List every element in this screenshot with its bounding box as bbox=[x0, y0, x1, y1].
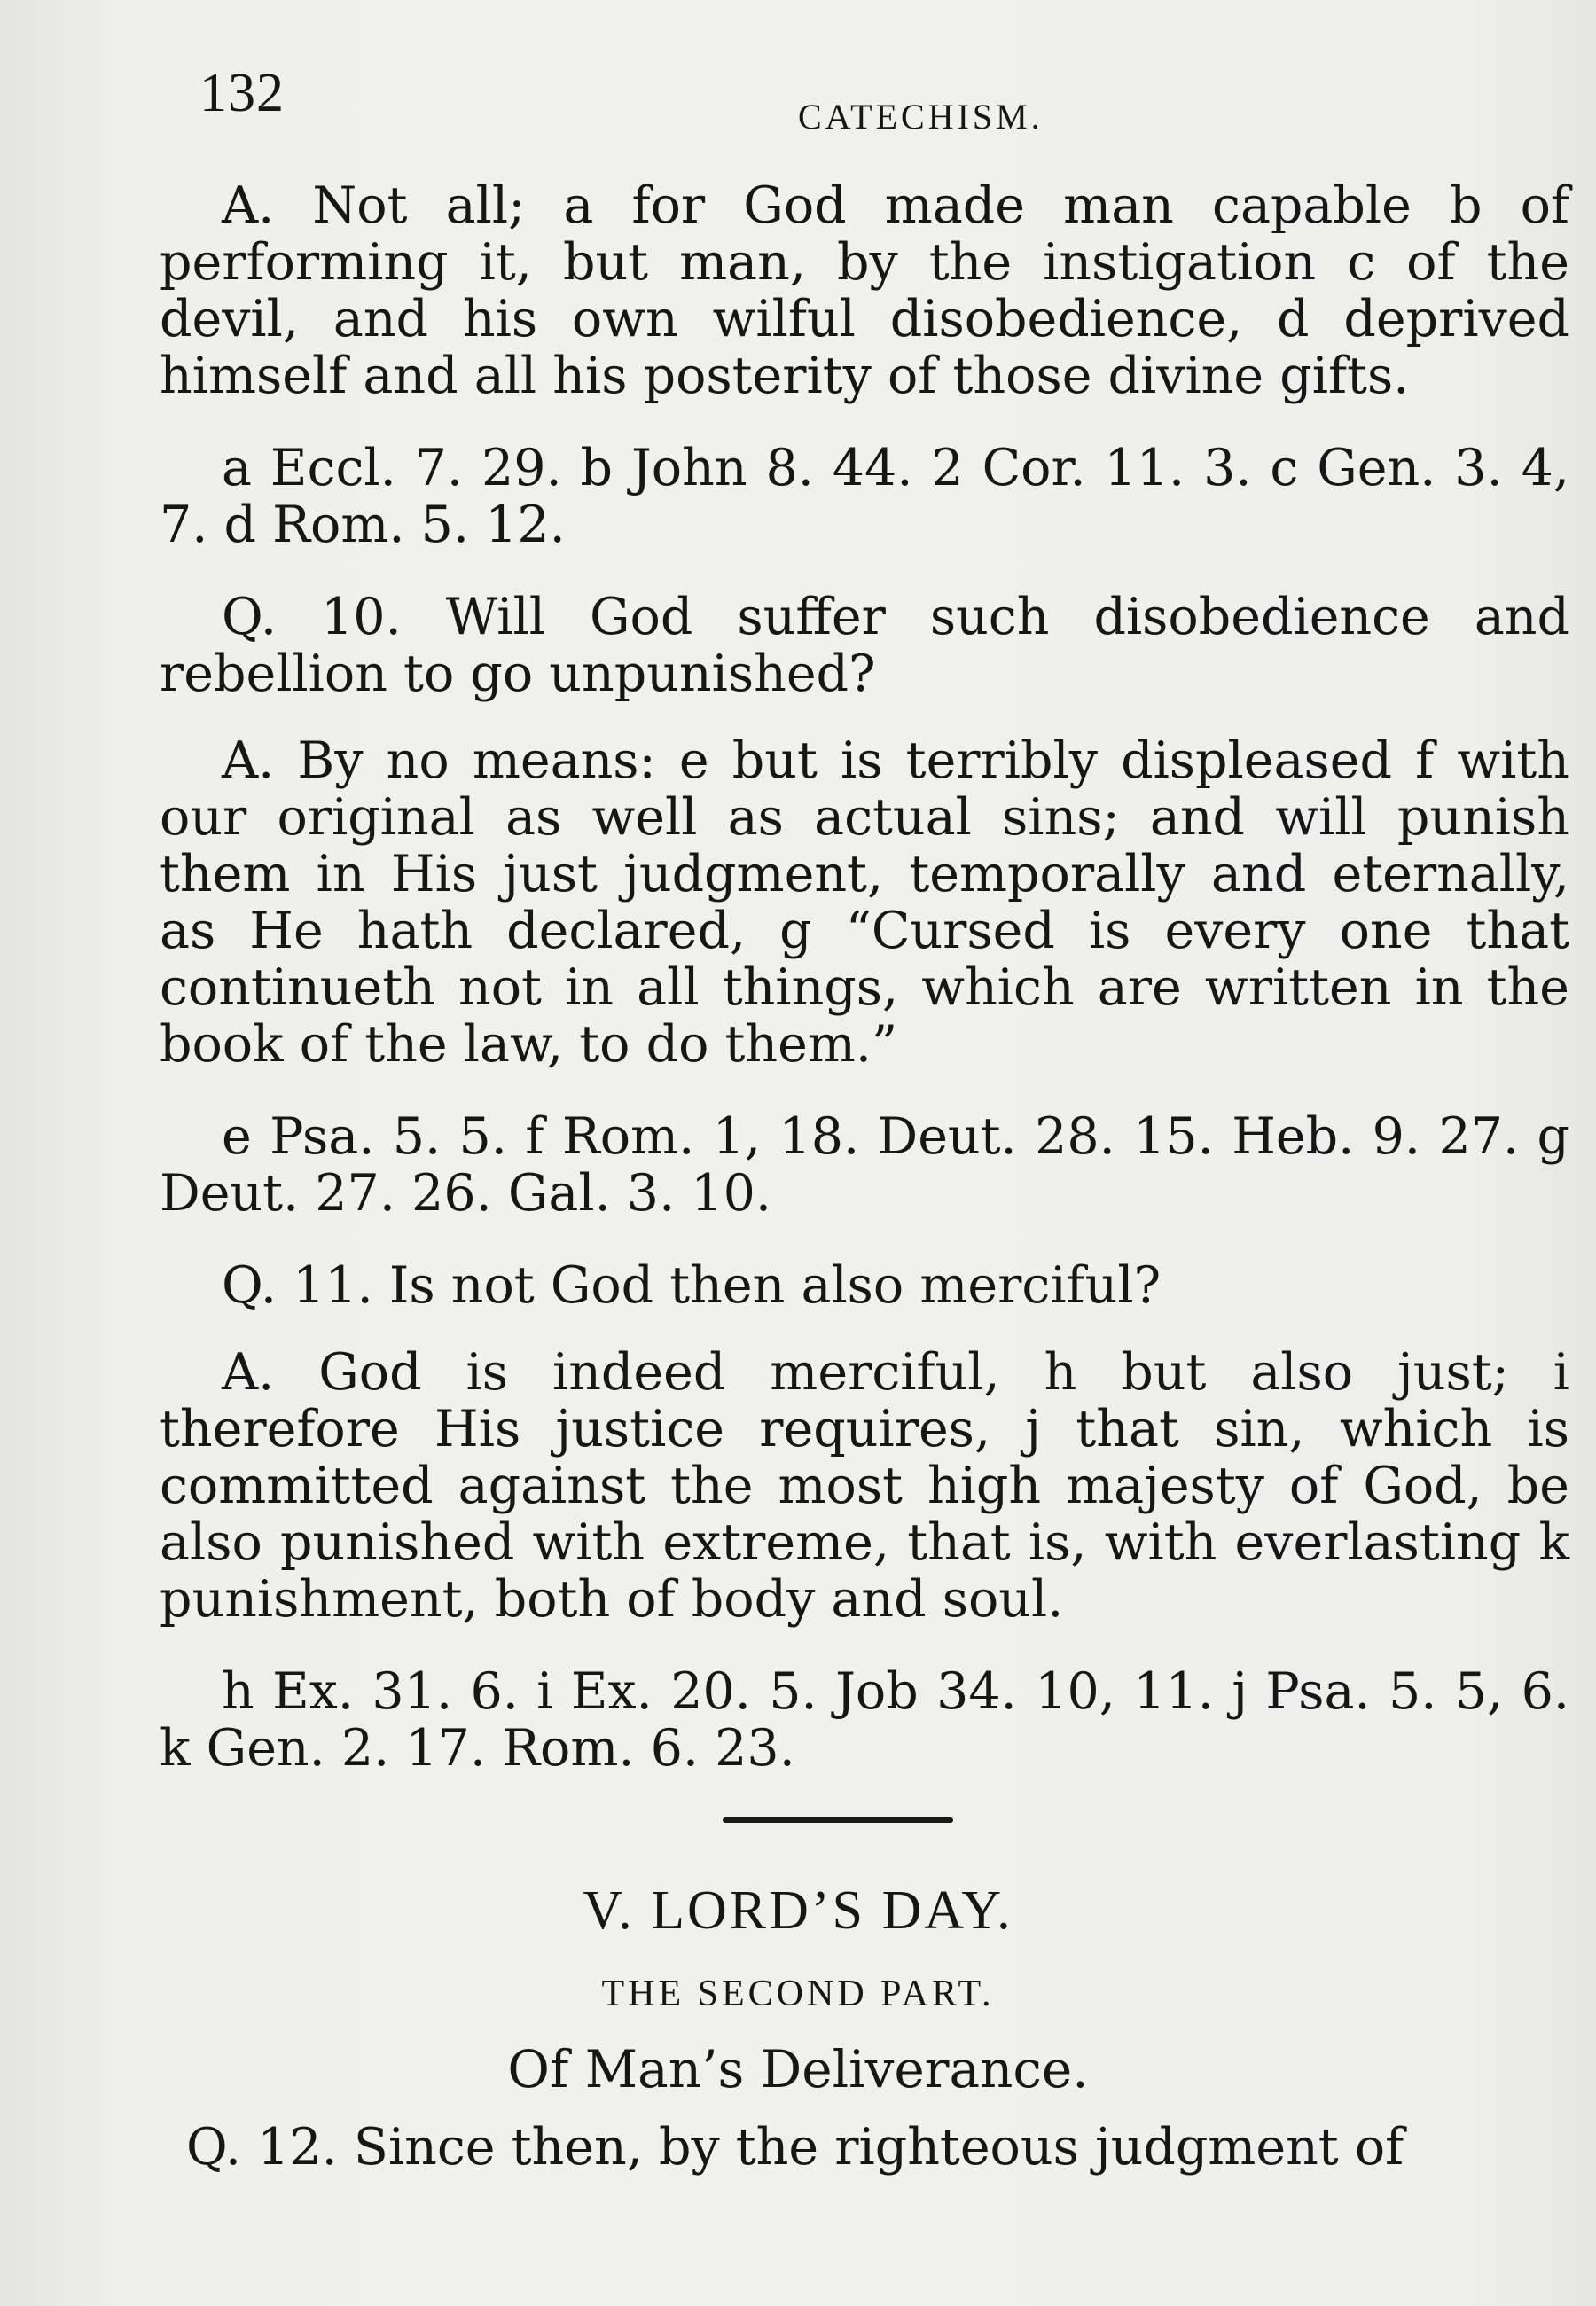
section-title: V. LORD’S DAY. bbox=[583, 1880, 1013, 1941]
section-divider bbox=[723, 1817, 953, 1823]
answer-10: A. By no means: e but is terribly displeased f with our original as well as actual sins; and will punish them in His just judgment, temporally and eternally, as He hath declared, g “Cursed is every one that continueth not in all things, which are written in the book of the law, to do them.” bbox=[160, 731, 1569, 1074]
catechism-body bbox=[160, 177, 1569, 1777]
subsection-title: Of Man’s Deliverance. bbox=[507, 2039, 1089, 2099]
part-title: THE SECOND PART. bbox=[601, 1974, 995, 2014]
page-header bbox=[0, 62, 1596, 142]
answer-9: A. Not all; a for God made man capable b of performing it, but man, by the instigation c of the devil, and his own wilful disobedience, d deprived himself and all his posterity of those divine gifts. bbox=[160, 176, 1569, 405]
question-10: Q. 10. Will God suffer such disobedience and rebellion to go unpunished? bbox=[160, 588, 1569, 703]
scripture-references-11: h Ex. 31. 6. i Ex. 20. 5. Job 34. 10, 11. j Psa. 5. 5, 6. k Gen. 2. 17. Rom. 6. 23. bbox=[160, 1662, 1569, 1778]
answer-11: A. God is indeed merciful, h but also just; i therefore His justice requires, j that sin, which is committed against the most high majesty of God, be also punished with extreme, that is, with everlasting k punishment, both of body and soul. bbox=[160, 1343, 1569, 1629]
scripture-references-9: a Eccl. 7. 29. b John 8. 44. 2 Cor. 11. 3. c Gen. 3. 4, 7. d Rom. 5. 12. bbox=[160, 439, 1569, 554]
question-12: Q. 12. Since then, by the righteous judgment of bbox=[186, 2118, 1404, 2177]
running-head: CATECHISM. bbox=[798, 97, 1044, 137]
question-11: Q. 11. Is not God then also merciful? bbox=[222, 1256, 1162, 1315]
page-number: 132 bbox=[200, 63, 285, 123]
scripture-references-10: e Psa. 5. 5. f Rom. 1, 18. Deut. 28. 15. Heb. 9. 27. g Deut. 27. 26. Gal. 3. 10. bbox=[160, 1107, 1569, 1223]
